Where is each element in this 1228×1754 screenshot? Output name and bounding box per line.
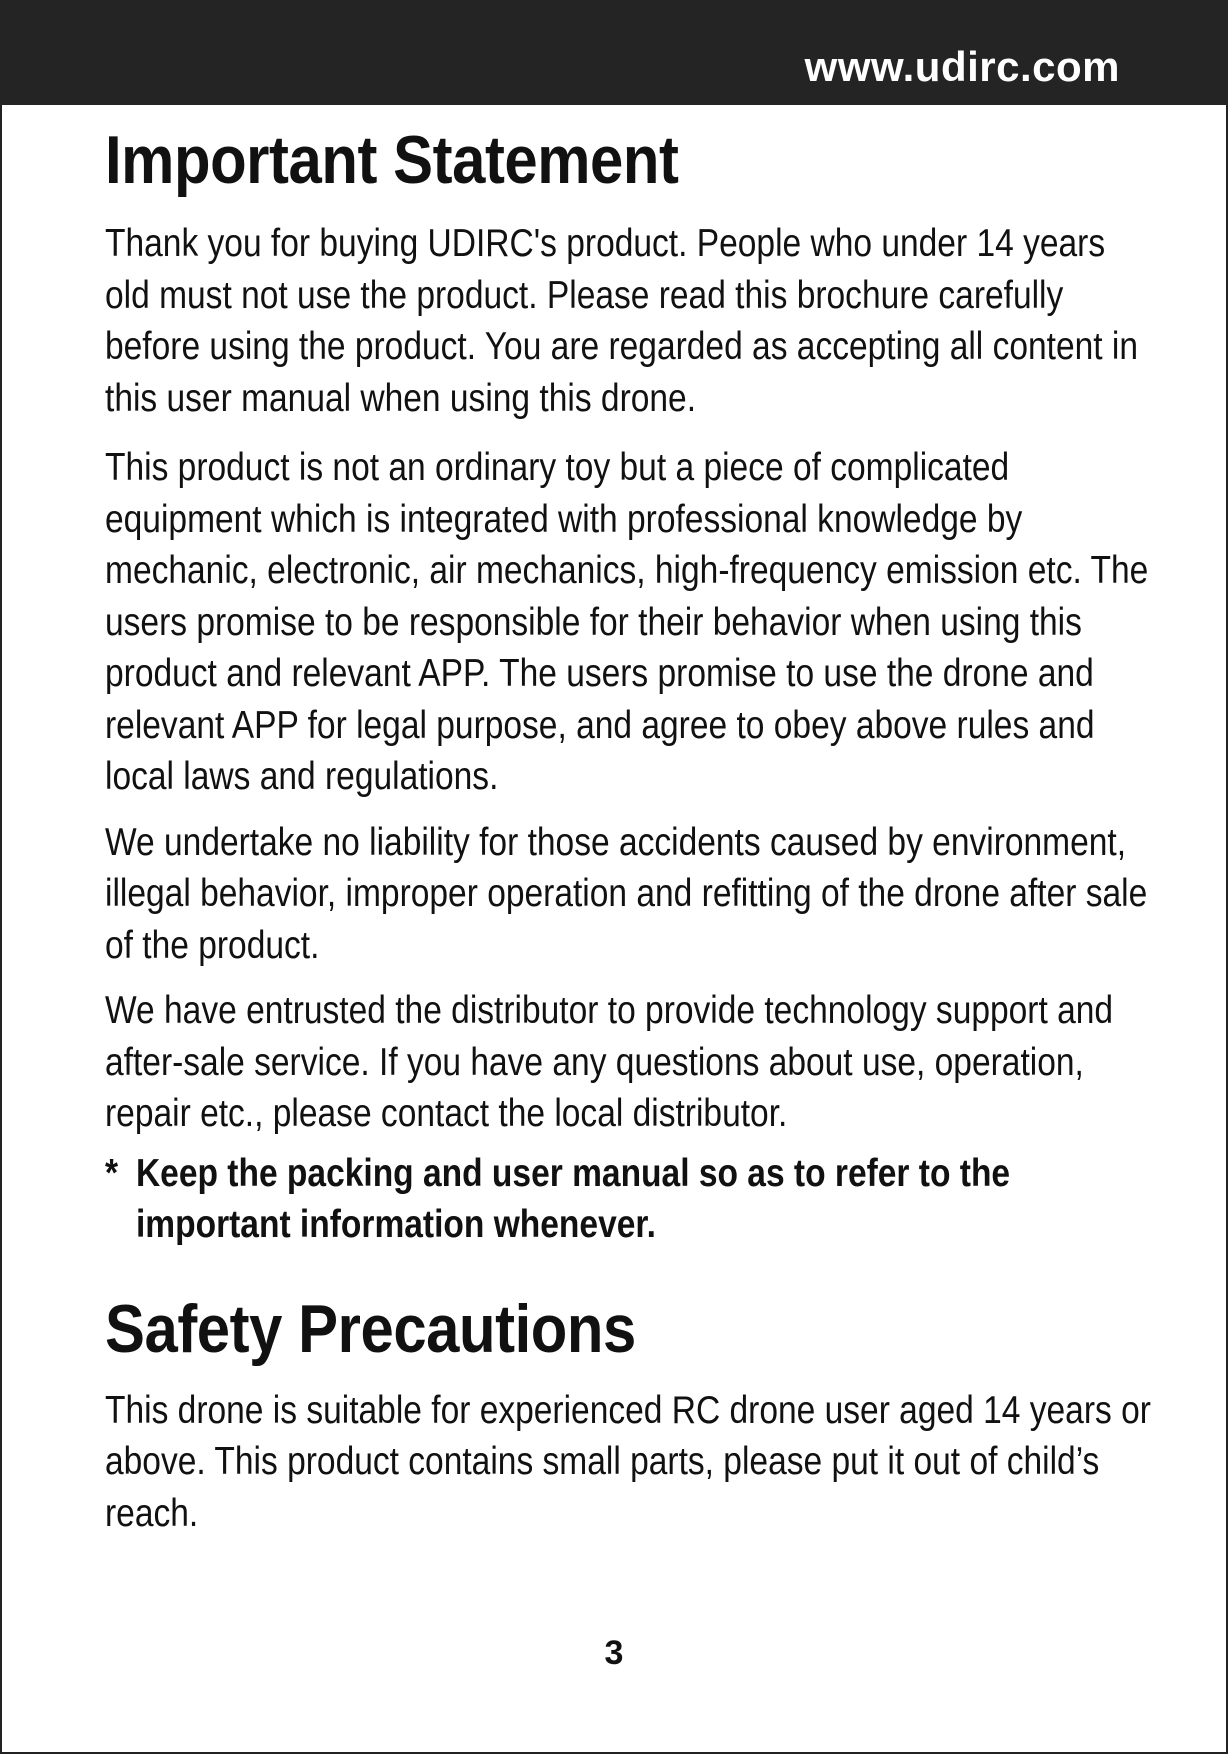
important-statement-title: Important Statement (105, 122, 679, 198)
keep-manual-note (105, 1148, 1159, 1251)
safety-precautions-title: Safety Precautions (105, 1290, 636, 1367)
note-asterisk: * (105, 1151, 119, 1195)
website-url[interactable]: www.udirc.com (804, 43, 1120, 90)
header-bar (0, 0, 1228, 105)
safety-paragraph: This drone is suitable for experienced RC drone user aged 14 years or above. This product contains small parts, please put it out of child’s reach. (105, 1388, 1151, 1535)
statement-paragraph-1: Thank you for buying UDIRC's product. People who under 14 years old must not use the product. Please read this brochure carefully before using the product. You are regarded as accepting all content in this user manual when using this drone. (105, 222, 1139, 420)
page-number: 3 (604, 1634, 624, 1672)
statement-paragraph-2: This product is not an ordinary toy but a piece of complicated equipment which is integrated with professional knowledge by mechanic, electronic, air mechanics, high-frequency emission etc. The users promise to be responsible for their behavior when using this product and relevant APP. The users promise to use the drone and relevant APP for legal purpose, and agree to obey above rules and local laws and regulations. (105, 446, 1149, 798)
statement-paragraph-3: We undertake no liability for those accidents caused by environment, illegal behavior, improper operation and refitting of the drone after sale of the product. (105, 820, 1148, 967)
page-content (105, 118, 1165, 1539)
note-text: Keep the packing and user manual so as to refer to the important information whenever. (135, 1151, 1011, 1246)
statement-paragraph-4: We have entrusted the distributor to provide technology support and after-sale service. If you have any questions about use, operation, repair etc., please contact the local distributor. (105, 989, 1114, 1135)
